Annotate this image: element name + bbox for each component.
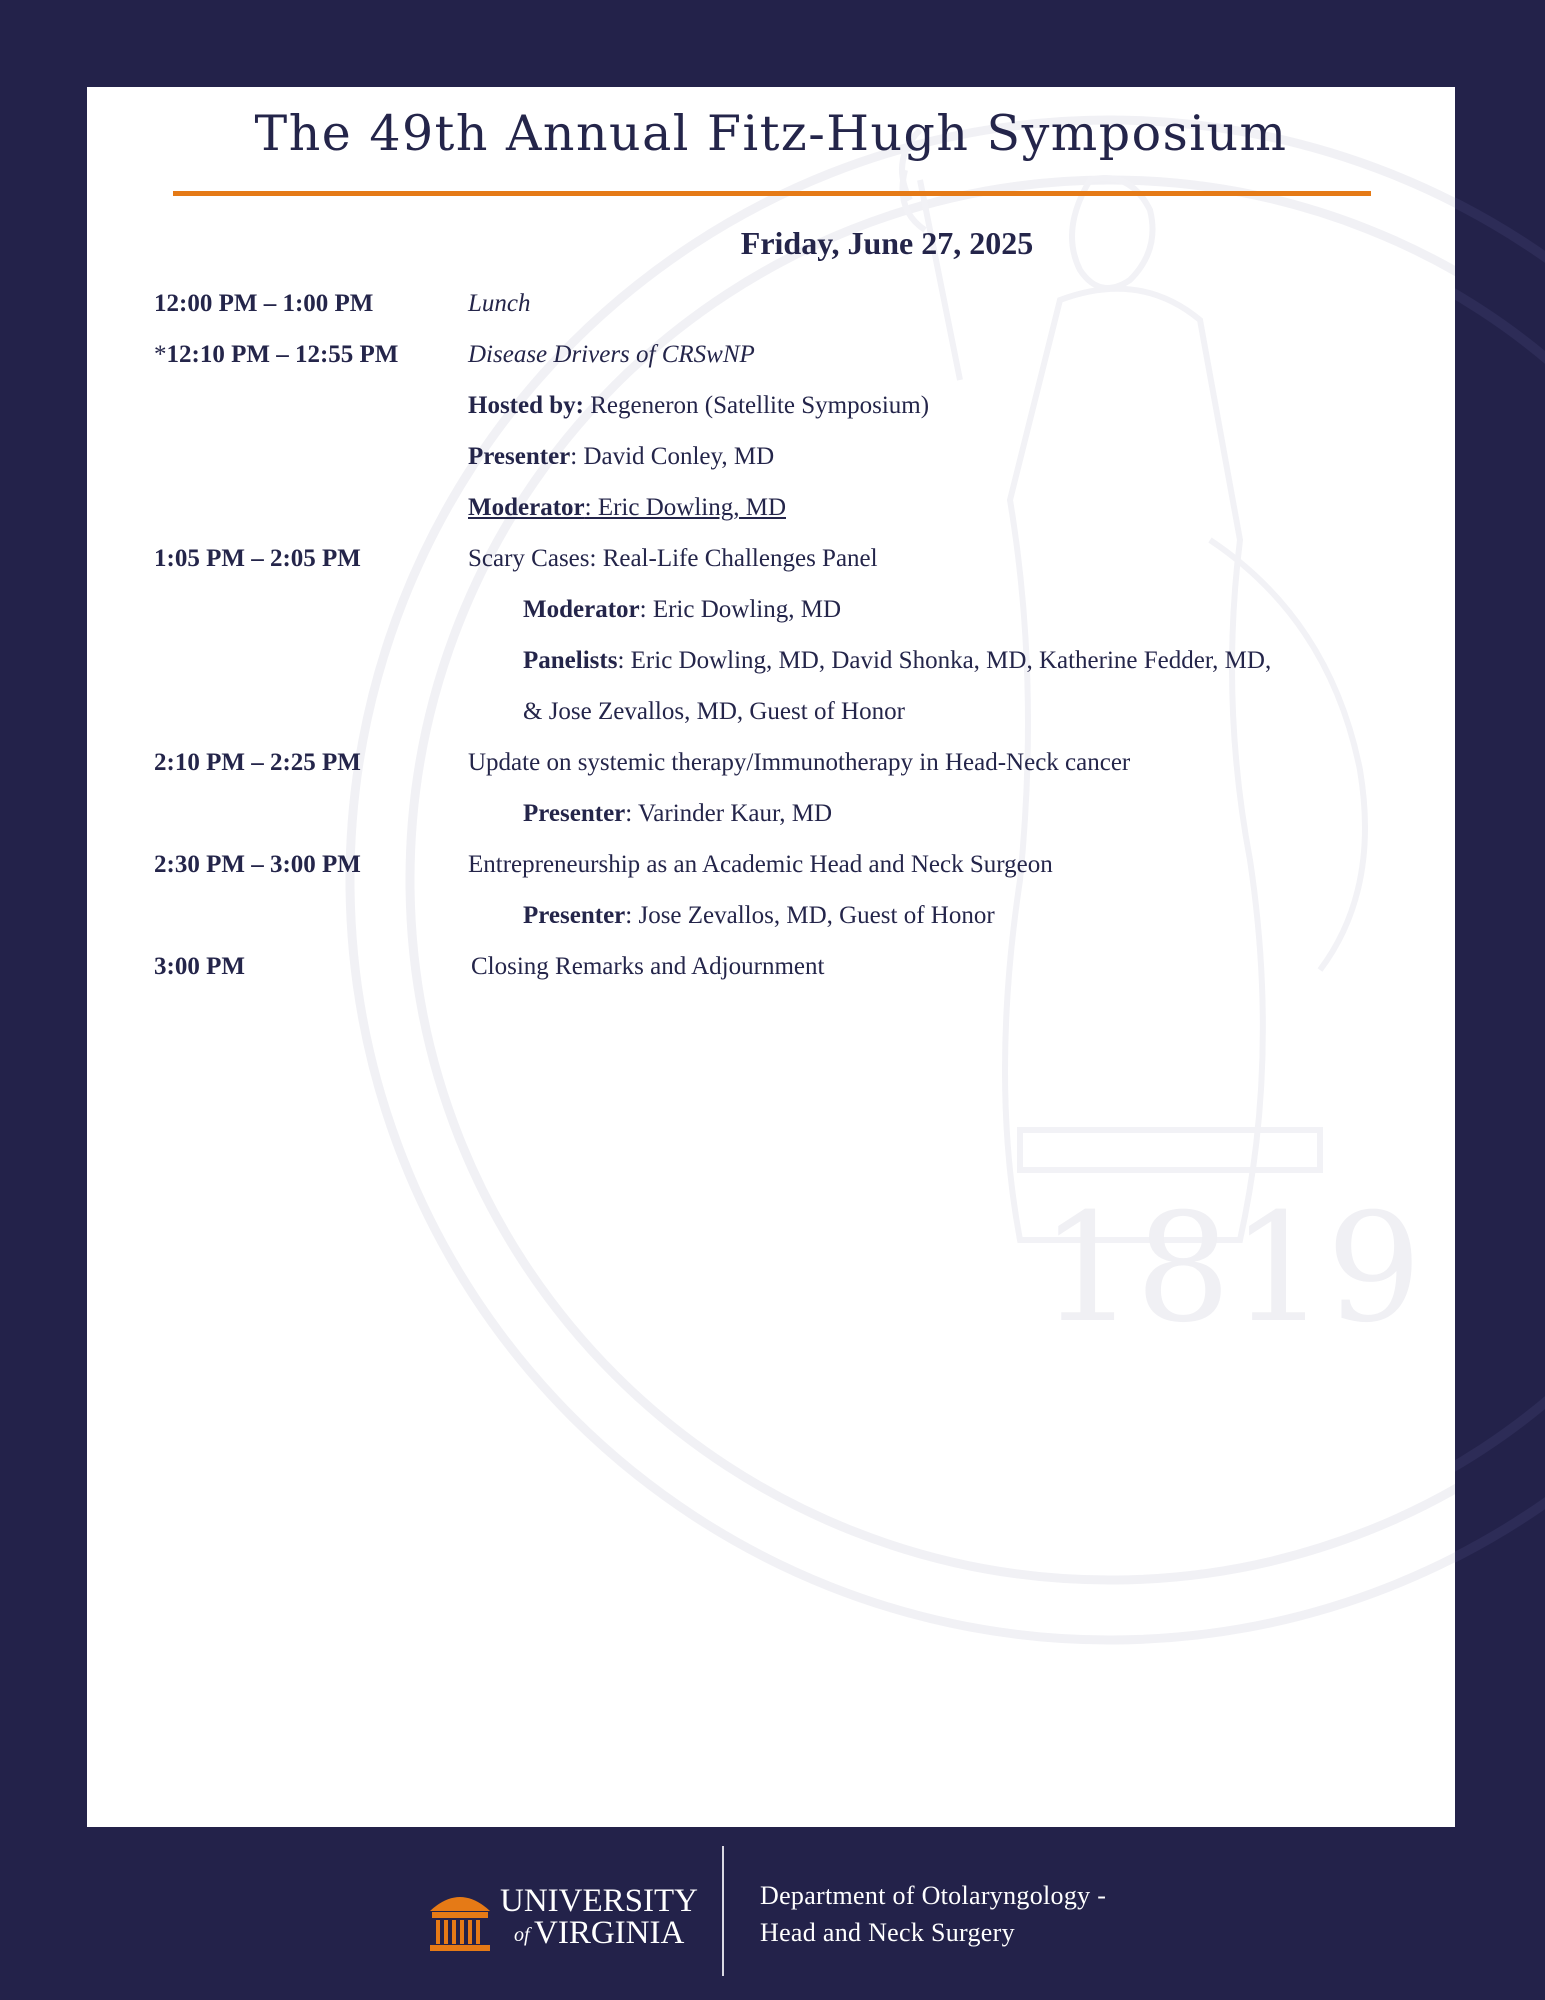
schedule-row [154, 289, 1414, 340]
logo-university: UNIVERSITY [500, 1883, 698, 1919]
session-title: Lunch [468, 290, 531, 317]
seal-year-text: 1819 [1040, 1182, 1422, 1356]
moderator-line: Moderator: Eric Dowling, MD [468, 494, 786, 521]
schedule-time: 2:30 PM – 3:00 PM [154, 851, 361, 878]
schedule-detail [154, 799, 1414, 850]
panelists-continued: & Jose Zevallos, MD, Guest of Honor [523, 698, 905, 725]
schedule-time: 12:00 PM – 1:00 PM [154, 290, 374, 317]
schedule-detail [154, 442, 1414, 493]
schedule-row [154, 544, 1414, 595]
schedule-time: 2:10 PM – 2:25 PM [154, 749, 361, 776]
schedule-row [154, 340, 1414, 391]
session-title: Closing Remarks and Adjournment [471, 953, 825, 980]
schedule-detail [154, 646, 1414, 697]
department-line-1: Department of Otolaryngology - [760, 1881, 1107, 1910]
schedule-detail [154, 595, 1414, 646]
schedule-detail [154, 697, 1414, 748]
logo-of: of [514, 1924, 530, 1946]
uva-logo [428, 1877, 703, 1955]
department-line-2: Head and Neck Surgery [760, 1918, 1015, 1947]
page-title: The 49th Annual Fitz-Hugh Symposium [254, 105, 1288, 162]
schedule-detail [154, 391, 1414, 442]
schedule-detail [154, 493, 1414, 544]
session-title: Scary Cases: Real-Life Challenges Panel [468, 545, 878, 572]
logo-virginia: VIRGINIA [534, 1915, 685, 1951]
presenter-line: Presenter: David Conley, MD [468, 443, 775, 470]
presenter-line: Presenter: Jose Zevallos, MD, Guest of Honor [523, 902, 995, 929]
session-title: Entrepreneurship as an Academic Head and Neck Surgeon [468, 851, 1053, 878]
host-line: Hosted by: Regeneron (Satellite Symposium) [468, 392, 930, 419]
schedule-time: 3:00 PM [154, 953, 245, 980]
title-underline [173, 191, 1371, 196]
schedule-time: *12:10 PM – 12:55 PM [154, 341, 399, 368]
footer-divider [722, 1846, 724, 1976]
schedule [154, 289, 1414, 1003]
panelists-line: Panelists: Eric Dowling, MD, David Shonka, MD, Katherine Fedder, MD, [523, 647, 1272, 674]
content-panel [87, 87, 1455, 1827]
event-date: Friday, June 27, 2025 [740, 225, 1034, 261]
session-title: Disease Drivers of CRSwNP [468, 341, 755, 368]
footer [0, 1827, 1545, 2000]
moderator-line: Moderator: Eric Dowling, MD [523, 596, 841, 623]
department-name [760, 1877, 1106, 1951]
session-title: Update on systemic therapy/Immunotherapy in Head-Neck cancer [468, 749, 1131, 776]
schedule-time: 1:05 PM – 2:05 PM [154, 545, 361, 572]
schedule-row [154, 748, 1414, 799]
presenter-line: Presenter: Varinder Kaur, MD [523, 800, 833, 827]
schedule-row [154, 952, 1414, 1003]
schedule-row [154, 850, 1414, 901]
rotunda-icon [430, 1897, 490, 1951]
schedule-detail [154, 901, 1414, 952]
